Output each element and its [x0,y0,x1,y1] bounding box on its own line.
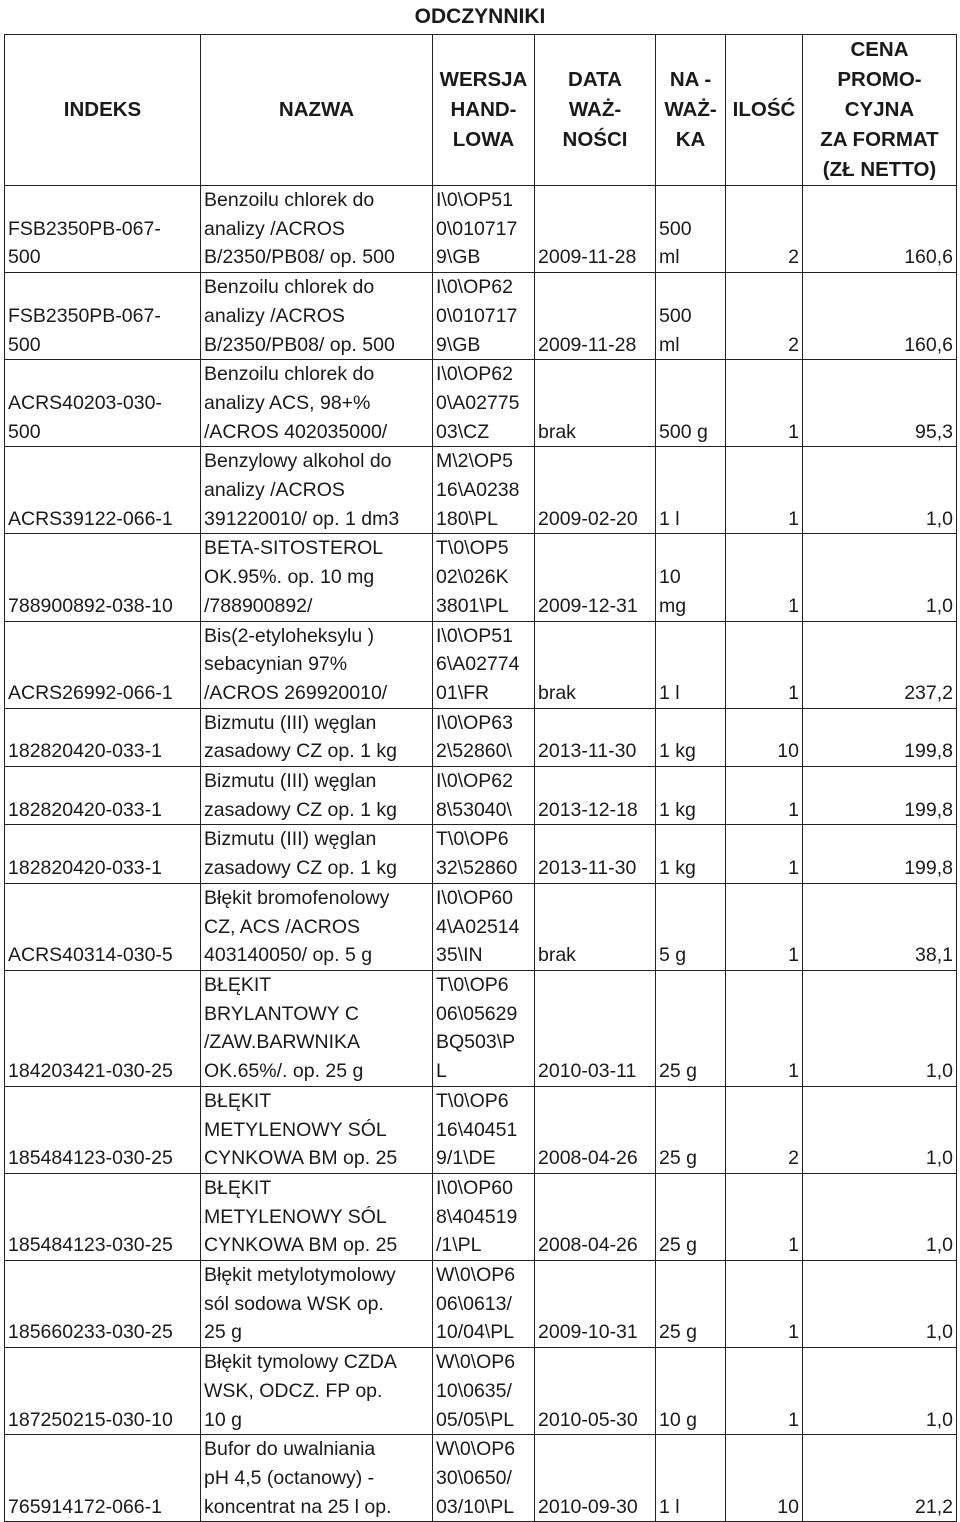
cell-name: Błękit bromofenolowy CZ, ACS /ACROS 403140050/ op. 5 g [201,883,433,970]
table-row [5,360,957,447]
cell-weight: 500 ml [656,273,726,360]
table-row [5,767,957,825]
cell-expiry: 2008-04-26 [535,1173,656,1260]
cell-price: 1,0 [803,534,957,621]
cell-weight: 1 l [656,621,726,708]
table-row [5,1348,957,1435]
cell-quantity: 1 [726,883,803,970]
table-row [5,447,957,534]
cell-expiry: 2008-04-26 [535,1086,656,1173]
table-row [5,825,957,883]
cell-price: 1,0 [803,1173,957,1260]
cell-weight: 25 g [656,1086,726,1173]
cell-index: ACRS39122-066-1 [5,447,201,534]
cell-version: I\0\OP62 8\53040\ [433,767,535,825]
table-row [5,708,957,766]
cell-version: W\0\OP6 06\0613/ 10/04\PL [433,1261,535,1348]
header-version: WERSJA HAND- LOWA [433,35,535,186]
cell-index: ACRS26992-066-1 [5,621,201,708]
cell-quantity: 1 [726,1173,803,1260]
cell-quantity: 2 [726,186,803,273]
cell-version: W\0\OP6 30\0650/ 03/10\PL [433,1435,535,1522]
cell-expiry: 2010-03-11 [535,970,656,1086]
cell-index: 182820420-033-1 [5,708,201,766]
header-weight: NA - WAŻ- KA [656,35,726,186]
cell-expiry: brak [535,883,656,970]
cell-index: 184203421-030-25 [5,970,201,1086]
table-row [5,1435,957,1522]
cell-name: Benzoilu chlorek do analizy /ACROS B/2350/PB08/ op. 500 [201,273,433,360]
cell-weight: 10 g [656,1348,726,1435]
cell-version: M\2\OP5 16\A0238 180\PL [433,447,535,534]
cell-version: I\0\OP62 0\A02775 03\CZ [433,360,535,447]
cell-price: 199,8 [803,767,957,825]
cell-index: ACRS40203-030- 500 [5,360,201,447]
cell-name: Błękit tymolowy CZDA WSK, ODCZ. FP op. 10 g [201,1348,433,1435]
cell-price: 199,8 [803,825,957,883]
cell-name: BŁĘKIT METYLENOWY SÓL CYNKOWA BM op. 25 [201,1173,433,1260]
cell-expiry: 2009-02-20 [535,447,656,534]
cell-quantity: 10 [726,1435,803,1522]
document-title: ODCZYNNIKI [414,5,546,28]
cell-index: FSB2350PB-067- 500 [5,273,201,360]
cell-price: 160,6 [803,186,957,273]
table-row [5,1173,957,1260]
cell-version: I\0\OP62 0\010717 9\GB [433,273,535,360]
reagents-table [4,34,957,1522]
cell-expiry: 2013-12-18 [535,767,656,825]
cell-index: FSB2350PB-067- 500 [5,186,201,273]
cell-weight: 1 kg [656,708,726,766]
cell-index: 182820420-033-1 [5,767,201,825]
cell-weight: 500 g [656,360,726,447]
cell-index: 185660233-030-25 [5,1261,201,1348]
cell-index: 765914172-066-1 [5,1435,201,1522]
cell-name: Benzoilu chlorek do analizy ACS, 98+% /ACROS 402035000/ [201,360,433,447]
cell-weight: 1 l [656,447,726,534]
cell-weight: 1 kg [656,767,726,825]
cell-name: Bis(2-etyloheksylu ) sebacynian 97% /ACROS 269920010/ [201,621,433,708]
cell-quantity: 1 [726,447,803,534]
table-row [5,534,957,621]
cell-expiry: 2013-11-30 [535,708,656,766]
cell-name: Benzylowy alkohol do analizy /ACROS 391220010/ op. 1 dm3 [201,447,433,534]
cell-name: Bufor do uwalniania pH 4,5 (octanowy) - koncentrat na 25 l op. [201,1435,433,1522]
cell-expiry: 2009-11-28 [535,273,656,360]
cell-weight: 25 g [656,1173,726,1260]
header-expiry: DATA WAŻ- NOŚCI [535,35,656,186]
cell-version: T\0\OP5 02\026K 3801\PL [433,534,535,621]
cell-index: 185484123-030-25 [5,1086,201,1173]
table-row [5,970,957,1086]
cell-weight: 500 ml [656,186,726,273]
table-row [5,621,957,708]
cell-expiry: 2010-05-30 [535,1348,656,1435]
cell-index: 182820420-033-1 [5,825,201,883]
cell-quantity: 1 [726,1261,803,1348]
cell-version: T\0\OP6 16\40451 9/1\DE [433,1086,535,1173]
cell-version: I\0\OP51 6\A02774 01\FR [433,621,535,708]
cell-price: 21,2 [803,1435,957,1522]
cell-name: Bizmutu (III) węglan zasadowy CZ op. 1 kg [201,767,433,825]
cell-version: I\0\OP51 0\010717 9\GB [433,186,535,273]
header-price: CENA PROMO- CYJNA ZA FORMAT (ZŁ NETTO) [803,35,957,186]
table-body [5,186,957,1522]
cell-expiry: 2013-11-30 [535,825,656,883]
cell-expiry: brak [535,621,656,708]
cell-name: Błękit metylotymolowy sól sodowa WSK op. 25 g [201,1261,433,1348]
cell-version: I\0\OP60 8\404519 /1\PL [433,1173,535,1260]
cell-index: 788900892-038-10 [5,534,201,621]
cell-index: 185484123-030-25 [5,1173,201,1260]
cell-weight: 10 mg [656,534,726,621]
cell-expiry: brak [535,360,656,447]
header-quantity: ILOŚĆ [726,35,803,186]
cell-version: T\0\OP6 06\05629 BQ503\P L [433,970,535,1086]
header-index: INDEKS [5,35,201,186]
cell-name: Benzoilu chlorek do analizy /ACROS B/2350/PB08/ op. 500 [201,186,433,273]
cell-index: 187250215-030-10 [5,1348,201,1435]
cell-expiry: 2010-09-30 [535,1435,656,1522]
cell-quantity: 1 [726,825,803,883]
cell-quantity: 2 [726,1086,803,1173]
cell-name: BŁĘKIT BRYLANTOWY C /ZAW.BARWNIKA OK.65%/. op. 25 g [201,970,433,1086]
cell-quantity: 1 [726,360,803,447]
cell-version: W\0\OP6 10\0635/ 05/05\PL [433,1348,535,1435]
cell-weight: 25 g [656,1261,726,1348]
cell-price: 237,2 [803,621,957,708]
cell-price: 160,6 [803,273,957,360]
cell-version: T\0\OP6 32\52860 [433,825,535,883]
cell-weight: 5 g [656,883,726,970]
cell-version: I\0\OP60 4\A02514 35\IN [433,883,535,970]
cell-quantity: 2 [726,273,803,360]
cell-name: Bizmutu (III) węglan zasadowy CZ op. 1 kg [201,708,433,766]
table-row [5,1086,957,1173]
cell-name: BETA-SITOSTEROL OK.95%. op. 10 mg /788900892/ [201,534,433,621]
cell-quantity: 1 [726,621,803,708]
cell-price: 199,8 [803,708,957,766]
cell-expiry: 2009-10-31 [535,1261,656,1348]
cell-price: 1,0 [803,1261,957,1348]
cell-quantity: 1 [726,767,803,825]
cell-quantity: 10 [726,708,803,766]
cell-quantity: 1 [726,970,803,1086]
cell-quantity: 1 [726,1348,803,1435]
cell-expiry: 2009-11-28 [535,186,656,273]
cell-price: 1,0 [803,970,957,1086]
table-row [5,273,957,360]
cell-price: 1,0 [803,1348,957,1435]
cell-name: Bizmutu (III) węglan zasadowy CZ op. 1 kg [201,825,433,883]
cell-weight: 1 l [656,1435,726,1522]
table-row [5,186,957,273]
table-row [5,883,957,970]
cell-price: 38,1 [803,883,957,970]
cell-weight: 25 g [656,970,726,1086]
cell-index: ACRS40314-030-5 [5,883,201,970]
cell-name: BŁĘKIT METYLENOWY SÓL CYNKOWA BM op. 25 [201,1086,433,1173]
header-name: NAZWA [201,35,433,186]
cell-price: 1,0 [803,447,957,534]
cell-price: 1,0 [803,1086,957,1173]
cell-version: I\0\OP63 2\52860\ [433,708,535,766]
cell-weight: 1 kg [656,825,726,883]
header-row [5,35,957,186]
cell-price: 95,3 [803,360,957,447]
cell-quantity: 1 [726,534,803,621]
table-row [5,1261,957,1348]
cell-expiry: 2009-12-31 [535,534,656,621]
